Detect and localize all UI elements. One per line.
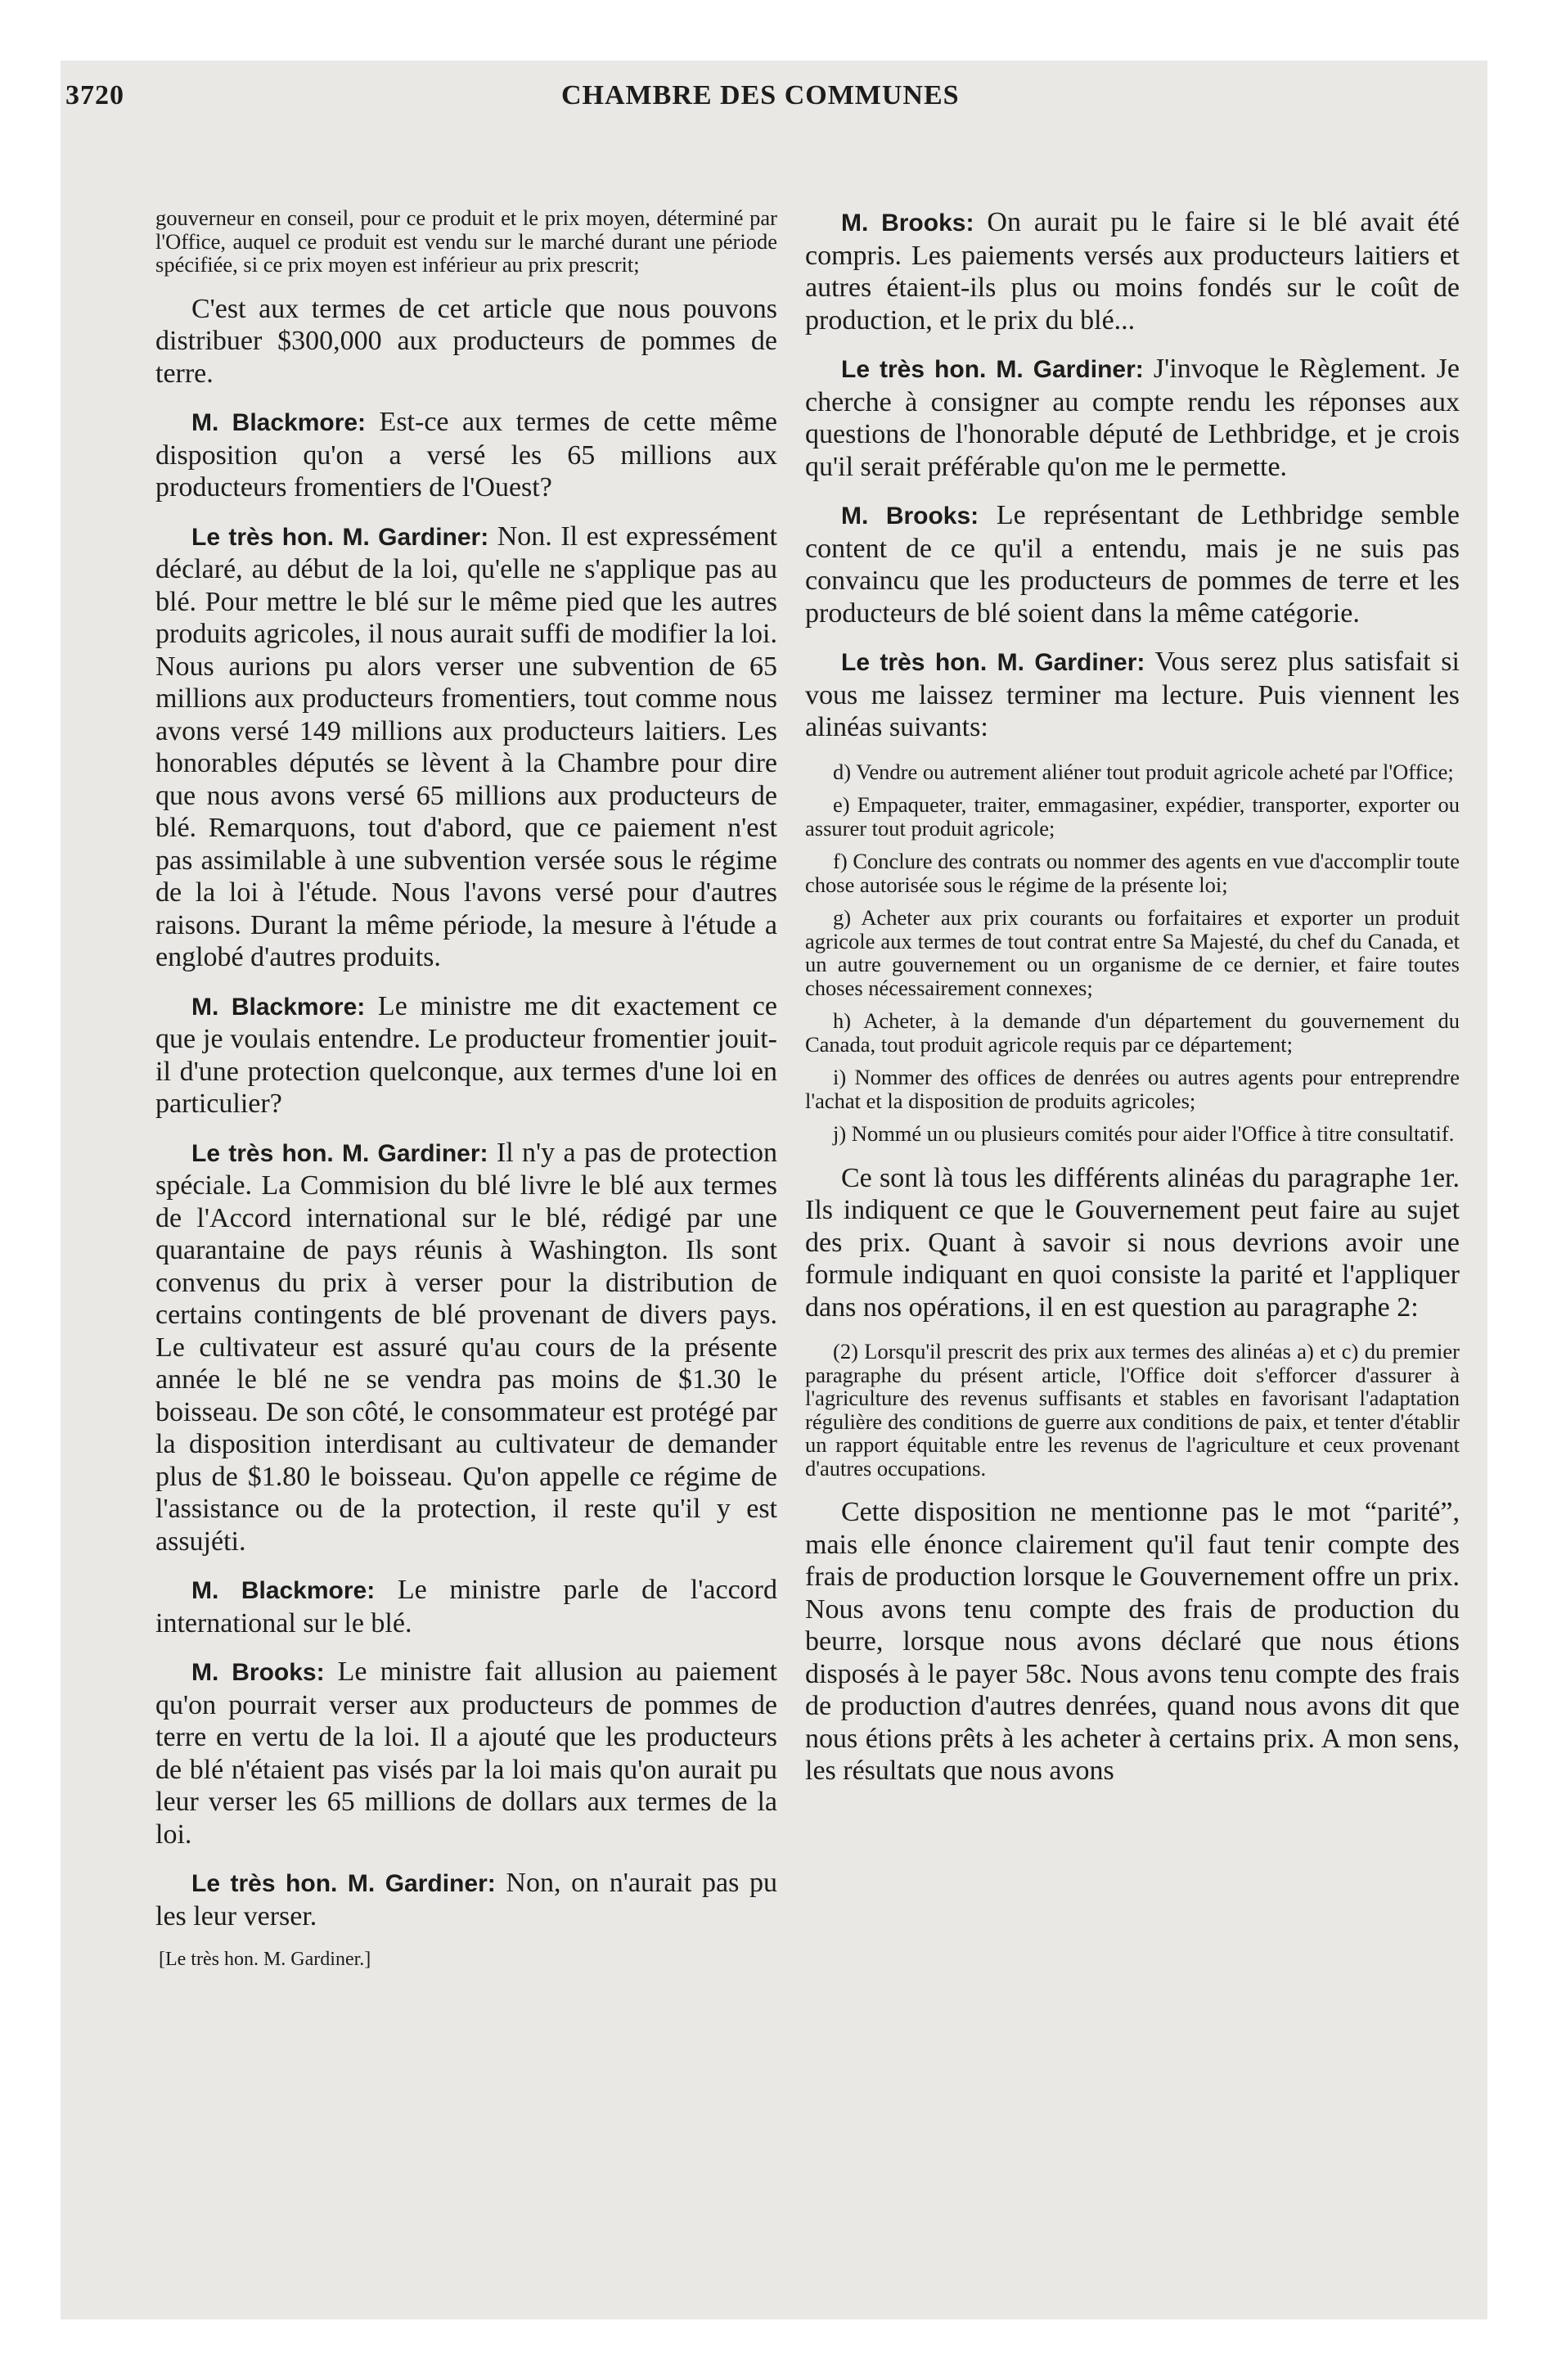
speaker-name: Le très hon. M. Gardiner: bbox=[191, 523, 489, 551]
paragraph: C'est aux termes de cet article que nous pouvons distribuer $300,000 aux producteurs de pommes de terre. bbox=[155, 293, 777, 389]
speech bbox=[155, 406, 777, 504]
speech bbox=[805, 206, 1460, 336]
speaker-name: M. Blackmore: bbox=[191, 993, 366, 1021]
speech-text: On aurait pu le faire si le blé avait été compris. Les paiements versés aux producteurs laitiers et autres étaient-ils plus ou moins fondés sur le coût de production, et le prix du blé... bbox=[805, 207, 1460, 336]
speaker-name: Le très hon. M. Gardiner: bbox=[841, 649, 1145, 676]
speaker-footer-reference: [Le très hon. M. Gardiner.] bbox=[159, 1949, 371, 1970]
speech bbox=[155, 1867, 777, 1932]
speech bbox=[805, 353, 1460, 483]
list-item: g) Acheter aux prix courants ou forfaitaires et exporter un produit agricole aux termes de tout contrat entre Sa Majesté, du chef du Canada, et un autre gouvernement ou un organisme de ce dernier, et faire toutes choses nécessairement connexes; bbox=[805, 905, 1460, 1000]
list-item: j) Nommé un ou plusieurs comités pour aider l'Office à titre consultatif. bbox=[833, 1121, 1455, 1146]
speech bbox=[155, 990, 777, 1120]
speech bbox=[155, 1137, 777, 1558]
speech-text: Le ministre fait allusion au paiement qu'on pourrait verser aux producteurs de pommes de terre en vertu de la loi. Il a ajouté que les producteurs de blé n'étaient pas visés par la loi mais qu'on aurait pu leur verser les 65 millions de dollars aux termes de la loi. bbox=[155, 1657, 777, 1850]
speaker-name: Le très hon. M. Gardiner: bbox=[191, 1870, 496, 1897]
speech bbox=[155, 521, 777, 974]
page-number: 3720 bbox=[65, 80, 124, 110]
running-title: CHAMBRE DES COMMUNES bbox=[561, 80, 960, 110]
list-item: e) Empaqueter, traiter, emmagasiner, expédier, transporter, exporter ou assurer tout produit agricole; bbox=[805, 792, 1460, 841]
speech bbox=[155, 1656, 777, 1850]
speech-text: Vous serez plus satisfait si vous me laissez terminer ma lecture. Puis viennent les alinéas suivants: bbox=[805, 647, 1460, 742]
speaker-name: Le très hon. M. Gardiner: bbox=[191, 1139, 488, 1167]
speaker-name: M. Blackmore: bbox=[191, 409, 367, 436]
speech bbox=[805, 646, 1460, 744]
left-column bbox=[155, 206, 777, 1971]
speech-text: Il n'y a pas de protection spéciale. La Commision du blé livre le blé aux termes de l'Accord international sur le blé, rédigé par une quarantaine de pays réunis à Washington. Ils sont convenus du prix à verser pour la distribution de certains contingents de blé provenant de divers pays. Le cultivateur est assuré qu'au cours de la présente année le blé ne se vendra pas moins de $1.30 le boisseau. De son côté, le consommateur est protégé par la disposition interdisant au cultivateur de demander plus de $1.80 le boisseau. Qu'on appelle ce régime de l'assistance ou de la protection, il reste qu'il y est assujéti. bbox=[155, 1137, 777, 1557]
speech-text: Le ministre parle de l'accord international sur le blé. bbox=[155, 1575, 777, 1639]
speech-text: J'invoque le Règlement. Je cherche à consigner au compte rendu les réponses aux questions de l'honorable député de Lethbridge, et je crois qu'il serait préférable qu'on me le permette. bbox=[805, 354, 1460, 482]
speech-text: Est-ce aux termes de cette même disposition qu'on a versé les 65 millions aux producteurs fromentiers de l'Ouest? bbox=[155, 407, 777, 503]
speaker-name: Le très hon. M. Gardiner: bbox=[841, 356, 1144, 383]
speaker-name: M. Brooks: bbox=[841, 210, 974, 237]
paragraph: Cette disposition ne mentionne pas le mot “parité”, mais elle énonce clairement qu'il faut tenir compte des frais de production lorsque le Gouvernement offre un prix. Nous avons tenu compte des frais de production du beurre, lorsque nous avons déclaré que nous étions disposés à le payer 58c. Nous avons tenu compte des frais de production d'autres denrées, quand nous avons dit que nous étions prêts à les acheter à certains prix. A mon sens, les résultats que nous avons bbox=[805, 1497, 1460, 1786]
speech-text: Non. Il est expressément déclaré, au début de la loi, qu'elle ne s'applique pas au blé. Pour mettre le blé sur le même pied que les autres produits agricoles, il nous aurait suffi de modifier la loi. Nous aurions pu alors verser une subvention de 65 millions aux producteurs fromentiers, tout comme nous avons versé 149 millions aux producteurs laitiers. Les honorables députés se lèvent à la Chambre pour dire que nous avons versé 65 millions aux producteurs de blé. Remarquons, tout d'abord, que ce paiement n'est pas assimilable à une subvention versée sous le régime de la loi à l'étude. Nous l'avons versé pour d'autres raisons. Durant la même période, la mesure à l'étude a englobé d'autres produits. bbox=[155, 521, 777, 972]
statute-quote: gouverneur en conseil, pour ce produit et le prix moyen, déterminé par l'Office, auquel ce produit est vendu sur le marché durant une période spécifiée, si ce prix moyen est inférieur au prix prescrit; bbox=[155, 205, 777, 277]
speech-text: Non, on n'aurait pas pu les leur verser. bbox=[155, 1868, 777, 1931]
paragraph: Ce sont là tous les différents alinéas du paragraphe 1er. Ils indiquent ce que le Gouvernement peut faire au sujet des prix. Quant à savoir si nous devrions avoir une formule indiquant en quoi consiste la parité et l'appliquer dans nos opérations, il en est question au paragraphe 2: bbox=[805, 1162, 1460, 1323]
list-item: i) Nommer des offices de denrées ou autres agents pour entreprendre l'achat et la disposition de produits agricoles; bbox=[805, 1065, 1460, 1113]
list-item: f) Conclure des contrats ou nommer des agents en vue d'accomplir toute chose autorisée sous le régime de la présente loi; bbox=[805, 849, 1460, 897]
speech bbox=[805, 499, 1460, 629]
list-item: h) Acheter, à la demande d'un département du gouvernement du Canada, tout produit agricole requis par ce département; bbox=[805, 1008, 1460, 1057]
list-item: d) Vendre ou autrement aliéner tout produit agricole acheté par l'Office; bbox=[833, 759, 1454, 784]
speaker-name: M. Brooks: bbox=[191, 1659, 325, 1686]
speech bbox=[155, 1574, 777, 1639]
speech-text: Le ministre me dit exactement ce que je voulais entendre. Le producteur fromentier jouit-il d'une protection quelconque, aux termes d'une loi en particulier? bbox=[155, 990, 777, 1119]
statute-quote: (2) Lorsqu'il prescrit des prix aux termes des alinéas a) et c) du premier paragraphe du présent article, l'Office doit s'efforcer d'assurer à l'agriculture des revenus suffisants et stables en favorisant l'adaptation régulière des conditions de guerre aux conditions de paix, et tenter d'établir un rapport équitable entre les revenus de l'agriculture et ceux provenant d'autres occupations. bbox=[805, 1339, 1460, 1481]
speaker-name: M. Blackmore: bbox=[191, 1577, 376, 1604]
right-column bbox=[805, 206, 1460, 1804]
speaker-name: M. Brooks: bbox=[841, 503, 979, 530]
speech-text: Le représentant de Lethbridge semble content de ce qu'il a entendu, mais je ne suis pas convaincu que les producteurs de pommes de terre et les producteurs de blé soient dans la même catégorie. bbox=[805, 500, 1460, 629]
